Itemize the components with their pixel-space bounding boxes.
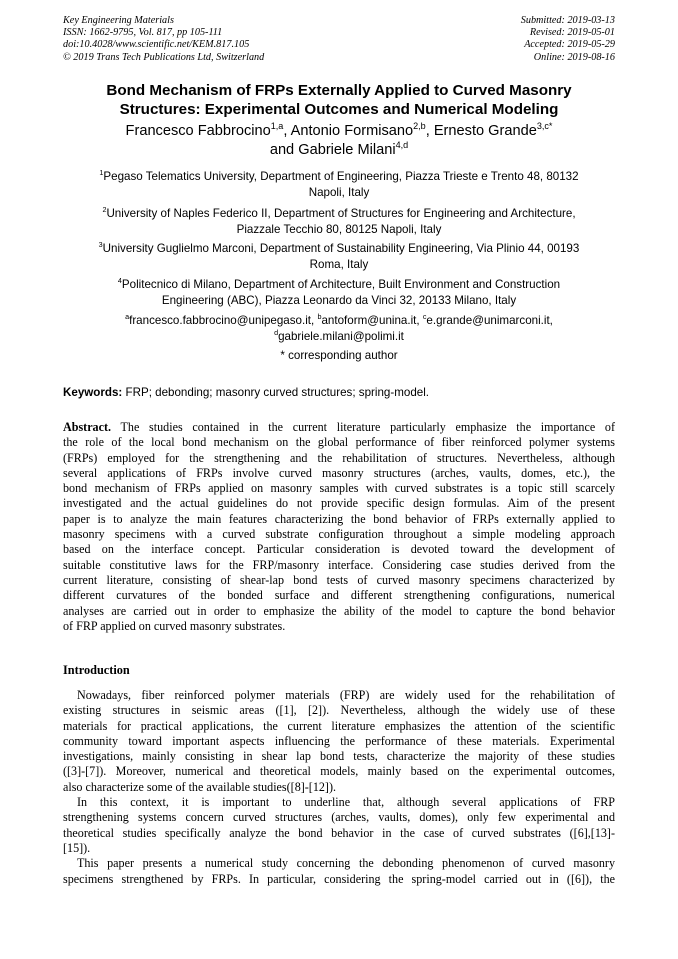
affiliation-number: 2: [102, 205, 107, 215]
abstract-line: paper is to analyze the main features characterizing the bond behavior of FRPs externally applied to: [63, 511, 615, 526]
abstract-line: suitable constitutive laws for the FRP/masonry interface. Considering case studies derived from the: [63, 557, 615, 572]
affiliation: [63, 241, 615, 272]
author-affil-mark: 1,a: [270, 121, 284, 132]
body-line: In this context, it is important to underline that, although several applications of FRP: [77, 795, 615, 810]
paper-title: [63, 81, 615, 119]
body-line: also characterize some of the available studies([8]-[12]).: [63, 779, 336, 794]
publication-dates: [521, 15, 615, 64]
body-line: existing structures in seismic areas ([1], [2]). Nevertheless, although the widely use of these: [63, 703, 615, 718]
body-line: community toward important aspects influencing the performance of these materials. Experimental: [63, 733, 615, 748]
section-heading: Introduction: [63, 663, 130, 677]
affiliation-text: Engineering (ABC), Piazza Leonardo da Vinci 32, 20133 Milano, Italy: [161, 293, 517, 307]
author-name: Francesco Fabbrocino: [125, 123, 271, 139]
abstract-line: (FRPs) employed for the strengthening and the rehabilitation of structures. Nevertheless, although: [63, 450, 615, 465]
abstract: [63, 420, 615, 634]
email-link[interactable]: francesco.fabbrocino@unipegaso.it,: [129, 314, 318, 327]
keywords-text: FRP; debonding; masonry curved structures; spring-model.: [122, 386, 430, 399]
doi: doi:10.4028/www.scientific.net/KEM.817.105: [63, 39, 250, 51]
abstract-line: the role of the local bond mechanism on the global performance of fiber reinforced polymer systems: [63, 435, 615, 450]
author-emails: $^a$francesco.fabbrocino@unipegaso.it, $^b$antoform@unina.it, $^c$e.grande@unimarconi.it, $^d$gabriele.milani@polimi.it: [125, 312, 553, 343]
affiliation-text: Napoli, Italy: [308, 185, 370, 199]
author-line: [63, 141, 615, 160]
body-line: materials for practical applications, the current literature emphasizes the attention of the scientific: [63, 718, 615, 733]
affiliation: [63, 169, 615, 200]
abstract-line: analyses are carried out in order to emphasize the ability of the model to capture the bond behavior: [63, 603, 615, 618]
body-line: ([3]-[7]). Moreover, numerical and theoretical models, mainly based on the experimental outcomes,: [63, 764, 615, 779]
copyright: © 2019 Trans Tech Publications Ltd, Switzerland: [63, 51, 265, 63]
abstract-line: several applications of FRPs involve curved masonry structures (arches, vaults, domes, etc.), the: [63, 465, 615, 480]
affiliation-text: University Guglielmo Marconi, Department of Sustainability Engineering, Via Plinio 44, 00193: [102, 242, 580, 255]
body-line: [15]).: [63, 840, 91, 855]
author-name: Antonio Formisano: [290, 123, 414, 139]
author-name: and Gabriele Milani: [269, 142, 396, 158]
abstract-line: Abstract. The studies contained in the current literature particularly emphasize the importance of: [63, 420, 615, 434]
affiliation-number: 4: [117, 276, 122, 286]
corresponding-author-note: * corresponding author: [280, 349, 398, 362]
affiliation: [63, 277, 615, 308]
online-date: Online: 2019-08-16: [533, 51, 615, 63]
keywords-label: Keywords:: [63, 386, 123, 399]
author-list: [63, 122, 615, 160]
abstract-line: bond mechanism of FRPs applied on masonry samples with curved substrates is a topic still scarcely: [63, 481, 615, 496]
title-line: Structures: Experimental Outcomes and Numerical Modeling: [119, 101, 559, 118]
body-line: strengthening systems concern curved structures (arches, vaults, domes), only few experimental and: [63, 810, 615, 825]
author-affil-mark: 2,b: [413, 121, 426, 132]
body-line: specimens strengthened by FRPs. In particular, considering the spring-model carried out in ([6]), the: [63, 871, 615, 886]
author-affil-mark: 3,c*: [536, 121, 553, 132]
affiliation-number: 3: [98, 240, 103, 250]
body-line: investigations, mainly consisting in shear lap bond tests, characterize the majority of these studies: [63, 749, 615, 764]
email-link[interactable]: gabriele.milani@polimi.it: [278, 329, 404, 343]
abstract-line: current literature, consisting of shear-lap bond tests of curved masonry specimens characterized by: [63, 572, 615, 587]
accepted-date: Accepted: 2019-05-29: [524, 39, 615, 51]
abstract-line: masonry specimens with a curved substrate configuration throughout a simple modeling approach: [63, 527, 615, 542]
affiliation: [63, 206, 615, 237]
body-line: This paper presents a numerical study concerning the debonding phenomenon of curved masonry: [77, 856, 615, 871]
author-line: Francesco Fabbrocino$^{1,a}$, Antonio Formisano$^{2,b}$, Ernesto Grande$^{3,c*}$: [125, 121, 553, 139]
affiliation-text: Politecnico di Milano, Department of Architecture, Built Environment and Construction: [121, 278, 561, 291]
publication-info: [63, 15, 264, 64]
abstract-label: Abstract.: [63, 420, 112, 434]
author-name: Ernesto Grande: [433, 123, 537, 139]
journal-name: Key Engineering Materials: [63, 15, 174, 26]
abstract-line: investigated and the actual guidelines do not provide specific design formulas. Aim of the present: [63, 496, 615, 511]
body-line: Nowadays, fiber reinforced polymer materials (FRP) are widely used for the rehabilitation of: [77, 688, 615, 702]
title-line: Bond Mechanism of FRPs Externally Applied to Curved Masonry: [106, 82, 572, 99]
affiliation-text: Piazzale Tecchio 80, 80125 Napoli, Italy: [236, 222, 442, 236]
affiliation-text: Roma, Italy: [309, 257, 369, 271]
revised-date: Revised: 2019-05-01: [529, 27, 615, 39]
affiliation-text: Pegaso Telematics University, Department of Engineering, Piazza Trieste e Trento 48, 80132: [103, 170, 579, 183]
submitted-date: Submitted: 2019-03-13: [520, 15, 615, 26]
email-link[interactable]: antoform@unina.it,: [321, 314, 423, 327]
author-affil-mark: 4,d: [395, 140, 409, 151]
affiliation-text: University of Naples Federico II, Department of Structures for Engineering and Architecture,: [106, 207, 576, 220]
abstract-line: based on the interface concept. Particular consideration is devoted toward the development of: [63, 542, 615, 557]
abstract-line: of FRP applied on curved masonry substrates.: [63, 618, 286, 633]
keywords: [63, 385, 615, 400]
abstract-line: different curvatures of the bonded surface and different strengthening configurations, numerical: [63, 588, 615, 603]
issn-volume: ISSN: 1662-9795, Vol. 817, pp 105-111: [63, 27, 223, 39]
affiliation-number: 1: [99, 168, 104, 178]
body-line: theoretical studies specifically analyze the bond behavior in the case of curved substrates ([6],[13]-: [63, 825, 615, 840]
introduction-text: [63, 688, 615, 887]
email-link[interactable]: e.grande@unimarconi.it,: [426, 314, 553, 327]
